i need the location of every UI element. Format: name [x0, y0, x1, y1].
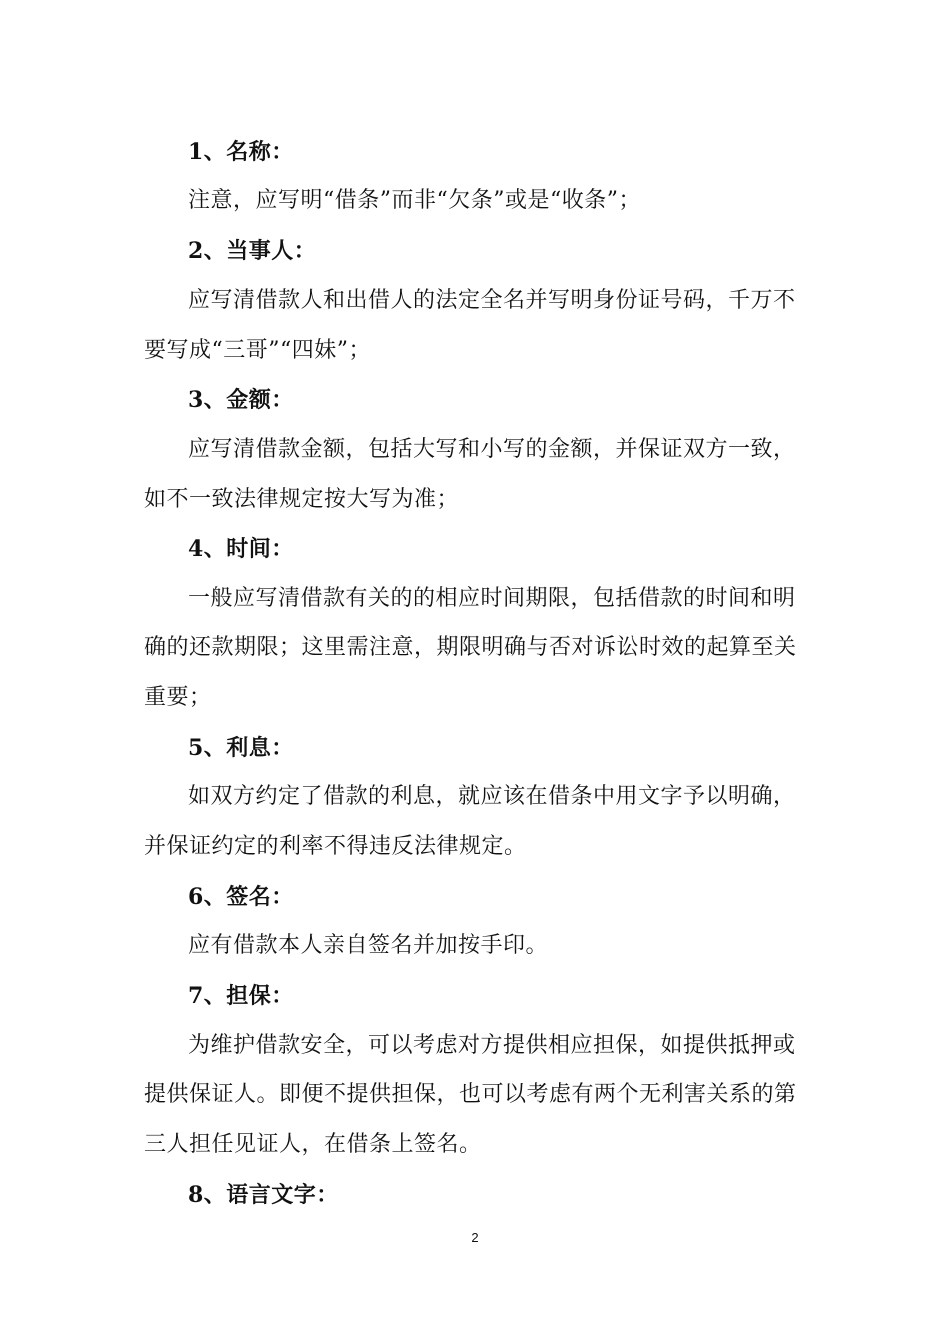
- section-heading-guarantee: 7、担保：: [188, 983, 294, 1009]
- section-text-line: 为维护借款安全，可以考虑对方提供相应担保，如提供抵押或: [188, 1033, 796, 1058]
- section-heading-signature: 6、签名：: [188, 884, 294, 910]
- section-text-line: 应有借款本人亲自签名并加按手印。: [188, 933, 549, 958]
- section-heading-interest: 5、利息：: [188, 735, 294, 761]
- section-text-line: 确的还款期限；这里需注意，期限明确与否对诉讼时效的起算至关: [144, 635, 797, 660]
- section-heading-time: 4、时间：: [188, 536, 294, 562]
- section-text-line: 重要；: [144, 685, 212, 710]
- section-heading-parties: 2、当事人：: [188, 238, 317, 264]
- section-text-line: 一般应写清借款有关的的相应时间期限，包括借款的时间和明: [188, 586, 796, 611]
- section-heading-language: 8、语言文字：: [188, 1182, 339, 1208]
- section-text-line: 要写成“三哥”“四妹”；: [144, 338, 371, 363]
- page-number: 2: [471, 1230, 479, 1245]
- section-text-line: 应写清借款人和出借人的法定全名并写明身份证号码，千万不: [188, 288, 796, 313]
- section-text-line: 提供保证人。即便不提供担保，也可以考虑有两个无利害关系的第: [144, 1082, 797, 1107]
- section-text-line: 如不一致法律规定按大写为准；: [144, 487, 460, 512]
- section-text-line: 注意，应写明“借条”而非“欠条”或是“收条”；: [188, 188, 641, 213]
- section-text-line: 如双方约定了借款的利息，就应该在借条中用文字予以明确，: [188, 784, 796, 809]
- section-text-line: 应写清借款金额，包括大写和小写的金额，并保证双方一致，: [188, 437, 796, 462]
- section-heading-amount: 3、金额：: [188, 387, 294, 413]
- section-heading-name: 1、名称：: [188, 139, 294, 165]
- section-text-line: 三人担任见证人，在借条上签名。: [144, 1132, 482, 1157]
- section-text-line: 并保证约定的利率不得违反法律规定。: [144, 834, 527, 859]
